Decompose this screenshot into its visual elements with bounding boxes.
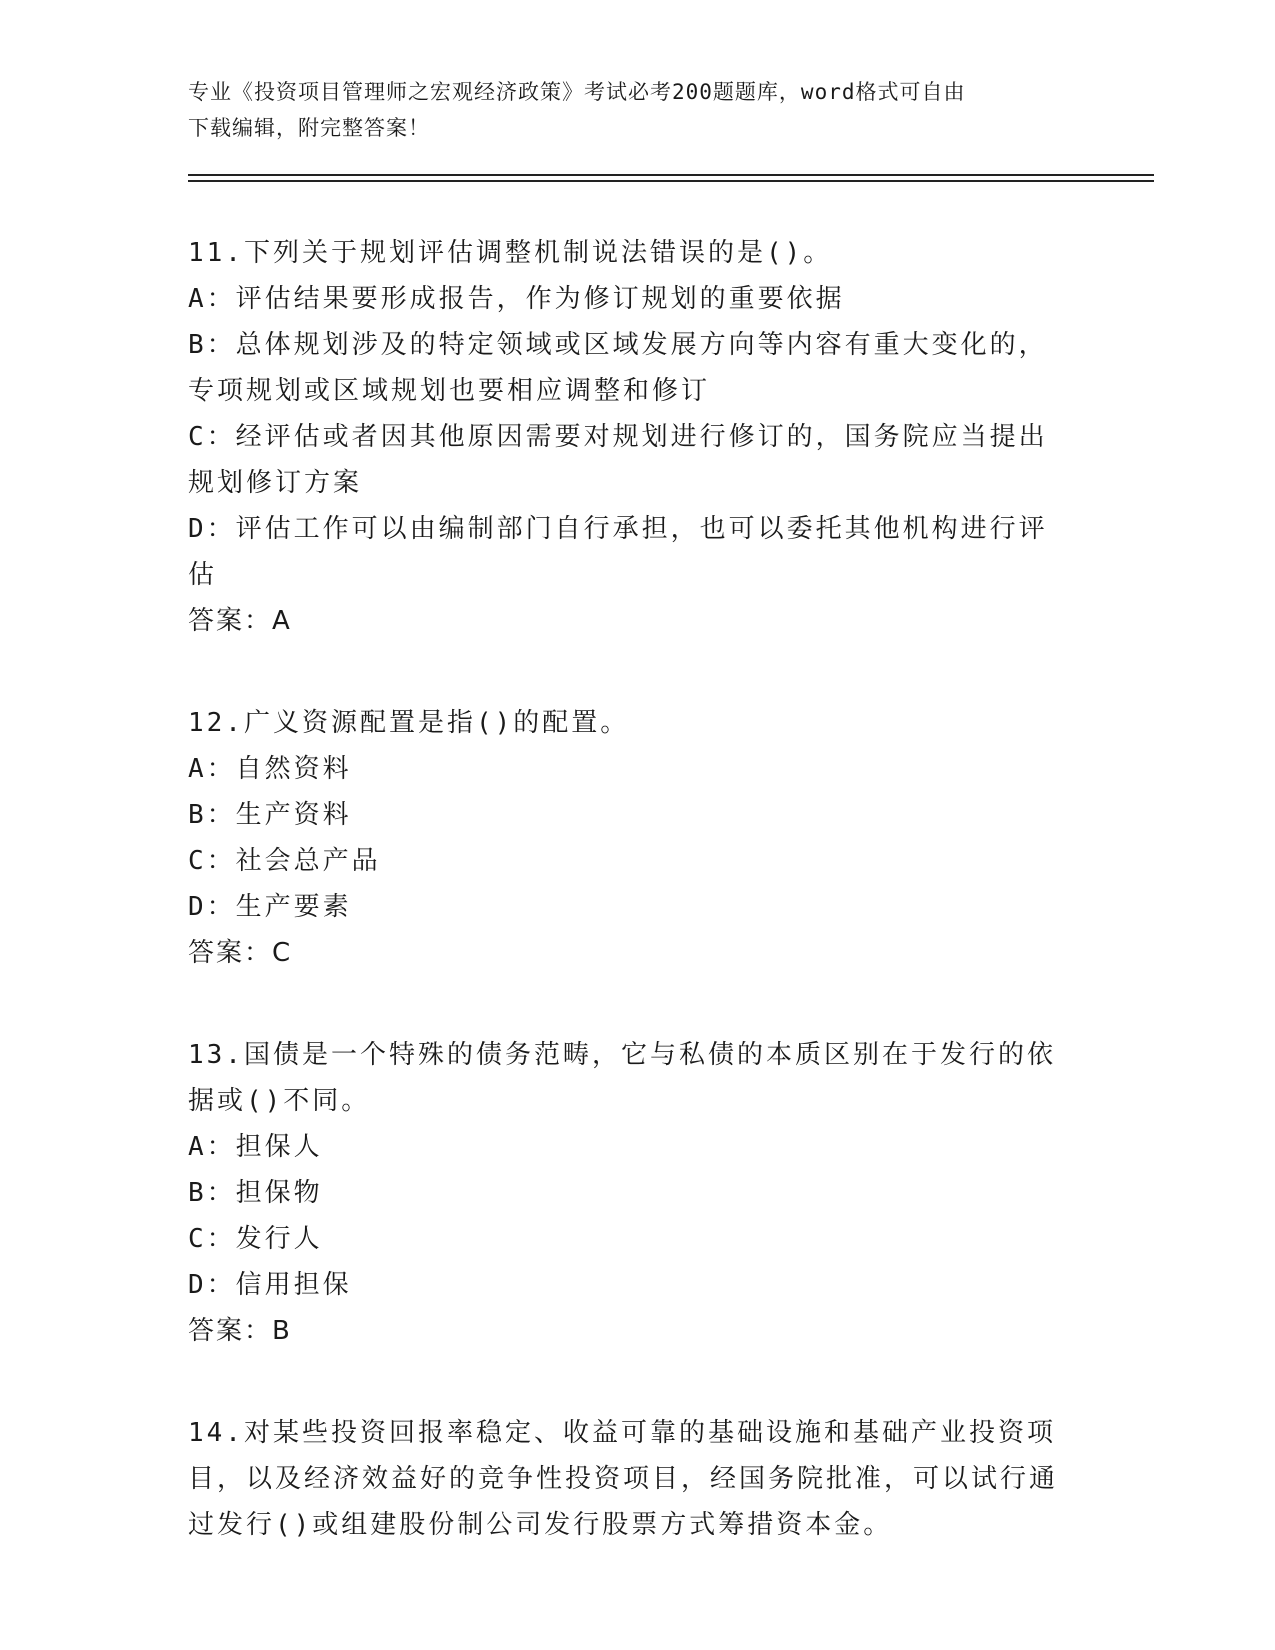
- header-divider-bottom: [188, 180, 1154, 182]
- header-line-1: 专业《投资项目管理师之宏观经济政策》考试必考200题题库，word格式可自由: [188, 80, 966, 104]
- answer: 答案：A: [188, 606, 292, 636]
- document-header: [188, 74, 1068, 146]
- option-b: B：担保物: [188, 1178, 323, 1208]
- question-list: [188, 230, 1068, 1604]
- question-stem: 13.国债是一个特殊的债务范畴，它与私债的本质区别在于发行的依据或()不同。: [188, 1040, 1056, 1116]
- option-c: C：发行人: [188, 1224, 323, 1254]
- question-stem: 14.对某些投资回报率稳定、收益可靠的基础设施和基础产业投资项目，以及经济效益好的竞争性投资项目，经国务院批准，可以试行通过发行()或组建股份制公司发行股票方式筹措资本金。: [188, 1418, 1059, 1540]
- option-c: C：经评估或者因其他原因需要对规划进行修订的，国务院应当提出规划修订方案: [188, 422, 1048, 498]
- option-b: B：生产资料: [188, 800, 352, 830]
- header-divider-top: [188, 174, 1154, 176]
- question-13: [188, 1032, 1068, 1354]
- question-stem: 12.广义资源配置是指()的配置。: [188, 708, 630, 738]
- option-a: A：评估结果要形成报告，作为修订规划的重要依据: [188, 284, 845, 314]
- answer: 答案：C: [188, 938, 293, 968]
- option-a: A：自然资料: [188, 754, 352, 784]
- option-d: D：生产要素: [188, 892, 352, 922]
- option-b: B：总体规划涉及的特定领域或区域发展方向等内容有重大变化的，专项规划或区域规划也要相应调整和修订: [188, 330, 1048, 406]
- question-14: [188, 1410, 1068, 1548]
- question-stem: 11.下列关于规划评估调整机制说法错误的是()。: [188, 238, 833, 268]
- option-d: D：信用担保: [188, 1270, 352, 1300]
- header-line-2: 下载编辑，附完整答案！: [188, 116, 430, 140]
- option-d: D：评估工作可以由编制部门自行承担，也可以委托其他机构进行评估: [188, 514, 1048, 590]
- answer: 答案：B: [188, 1316, 292, 1346]
- question-12: [188, 700, 1068, 976]
- question-11: [188, 230, 1068, 644]
- option-c: C：社会总产品: [188, 846, 381, 876]
- option-a: A：担保人: [188, 1132, 323, 1162]
